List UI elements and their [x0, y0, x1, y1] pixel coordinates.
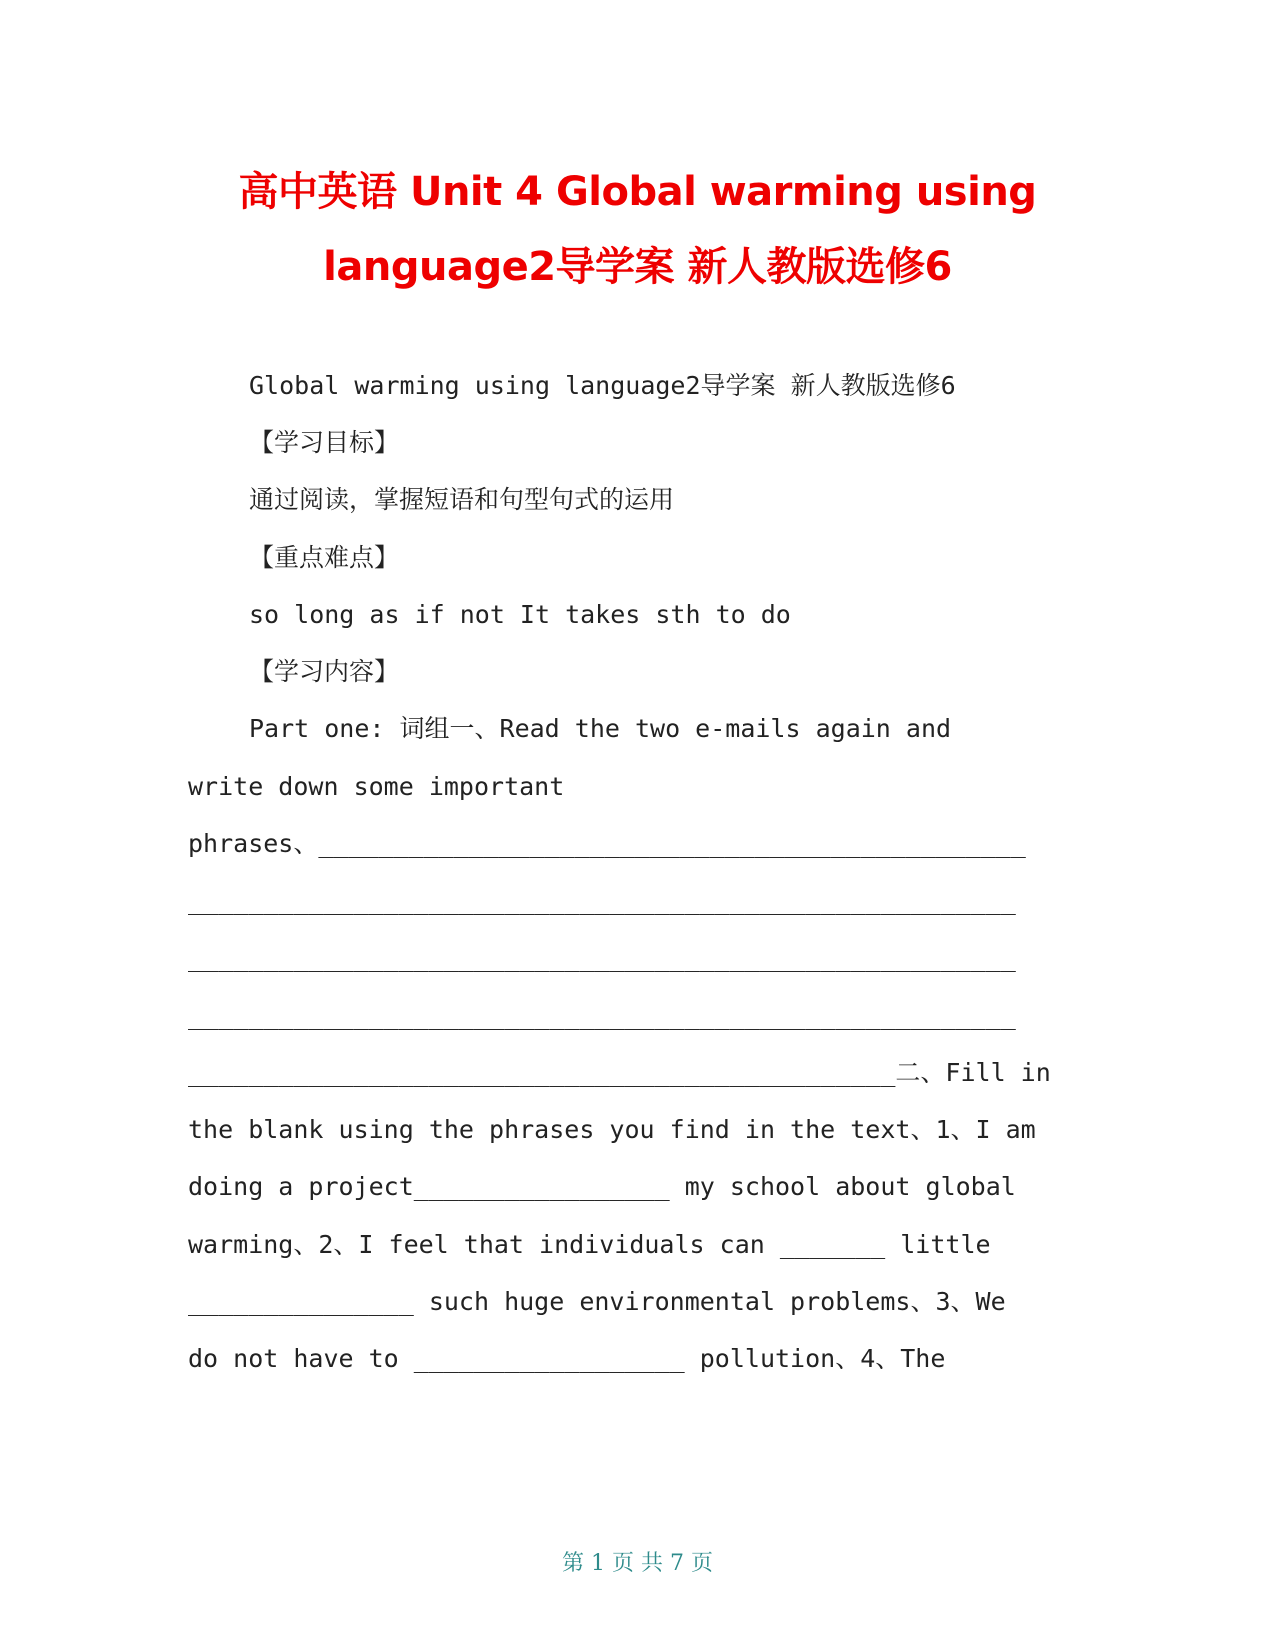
body-line: Global warming using language2导学案 新人教版选修6: [249, 371, 956, 400]
page-footer: 第 1 页 共 7 页: [562, 1551, 713, 1576]
body-line: _______________ such huge environmental problems、3、We: [188, 1287, 1006, 1316]
body-line: so long as if not It takes sth to do: [249, 600, 791, 629]
body-line: warming、2、I feel that individuals can _______ little: [188, 1230, 991, 1259]
blank-line: _______________________________________________二、Fill in: [188, 1058, 1051, 1087]
title-line-1: 高中英语 Unit 4 Global warming using: [238, 169, 1037, 215]
section-heading-content: 【学习内容】: [249, 657, 400, 686]
body-line: write down some important: [188, 772, 565, 801]
blank-line: phrases、_______________________________________________: [188, 829, 1026, 858]
body-line: Part one: 词组一、Read the two e-mails again and: [249, 714, 952, 743]
title-line-2: language2导学案 新人教版选修6: [323, 244, 952, 290]
body-line: do not have to __________________ pollution、4、The: [188, 1344, 946, 1373]
blank-line: _______________________________________________________: [188, 943, 1016, 972]
body-line: the blank using the phrases you find in the text、1、I am: [188, 1115, 1036, 1144]
section-heading-objectives: 【学习目标】: [249, 428, 400, 457]
body-line: doing a project_________________ my school about global: [188, 1172, 1016, 1201]
document-title: [150, 155, 1125, 305]
body-line: 通过阅读，掌握短语和句型句式的运用: [249, 485, 675, 514]
blank-line: _______________________________________________________: [188, 886, 1016, 915]
section-heading-key-points: 【重点难点】: [249, 543, 400, 572]
blank-line: _______________________________________________________: [188, 1001, 1016, 1030]
